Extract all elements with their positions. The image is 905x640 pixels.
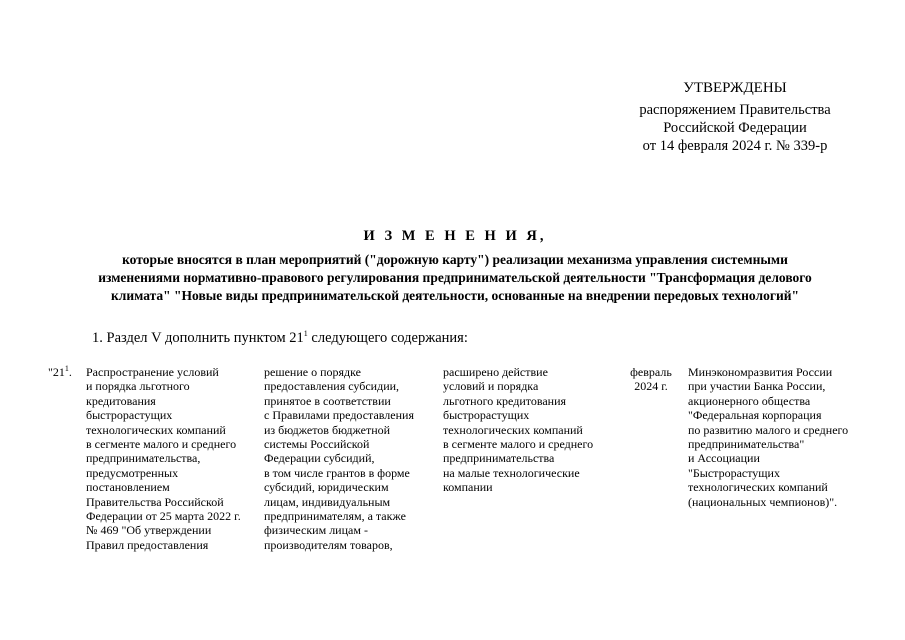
approval-line: Российской Федерации — [663, 120, 807, 136]
approval-line: распоряжением Правительства — [639, 102, 831, 118]
cell-line: "Быстрорастущих — [688, 465, 780, 480]
cell-line: Правительства Российской — [86, 494, 224, 509]
cell-line: Распространение условий — [86, 365, 219, 379]
cell-document — [264, 365, 434, 552]
cell-line: лицам, индивидуальным — [264, 494, 391, 509]
cell-line: предпринимателям, а также — [264, 509, 406, 524]
cell-line: (национальных чемпионов)". — [688, 494, 838, 509]
cell-line: Федерации субсидий, — [264, 451, 375, 466]
cell-line: постановлением — [86, 480, 170, 495]
row-number: "21 — [48, 365, 65, 379]
cell-line: акционерного общества — [688, 393, 811, 408]
approval-line: от 14 февраля 2024 г. № 339-р — [642, 138, 828, 154]
cell-deadline — [620, 365, 682, 394]
subtitle-line: изменениями нормативно-правового регулирования предпринимательской деятельности "Трансформация делового — [98, 270, 812, 285]
cell-line: предпринимательства — [443, 451, 555, 466]
clause-sup: 1 — [303, 329, 308, 339]
subtitle-line: климата" "Новые виды предпринимательской деятельности, основанные на внедрении передовых технологий" — [110, 288, 799, 303]
cell-line: технологических компаний — [443, 422, 583, 437]
row-number-sup: 1 — [64, 364, 69, 373]
cell-line: по развитию малого и среднего — [688, 422, 849, 437]
cell-line: компании — [443, 480, 493, 495]
title-subtitle — [40, 251, 870, 305]
cell-line: на малые технологические — [443, 465, 580, 480]
cell-line: Минэкономразвития России — [688, 365, 833, 379]
cell-line: кредитования — [86, 393, 156, 408]
row-number-suffix: . — [68, 365, 72, 379]
clause-prefix: 1. Раздел V дополнить пунктом 21 — [92, 330, 304, 346]
cell-line: предпринимательства, — [86, 451, 201, 466]
approval-block — [600, 79, 870, 155]
cell-line: субсидий, юридическим — [264, 480, 389, 495]
cell-line: и порядка льготного — [86, 379, 190, 394]
cell-line: технологических компаний — [688, 480, 828, 495]
cell-line: в сегменте малого и среднего — [86, 437, 237, 452]
cell-line: № 469 "Об утверждении — [86, 523, 212, 538]
cell-line: производителям товаров, — [264, 537, 393, 552]
cell-line: при участии Банка России, — [688, 379, 826, 394]
cell-line: быстрорастущих — [443, 408, 530, 423]
cell-line: предоставления субсидии, — [264, 379, 400, 394]
cell-line: технологических компаний — [86, 422, 226, 437]
clause-suffix: следующего содержания: — [307, 330, 468, 346]
cell-line: 2024 г. — [634, 379, 668, 394]
cell-line: решение о порядке — [264, 365, 361, 379]
cell-result — [443, 365, 615, 495]
cell-line: февраль — [630, 365, 672, 379]
cell-line: "Федеральная корпорация — [688, 408, 822, 423]
cell-line: из бюджетов бюджетной — [264, 422, 391, 437]
cell-line: с Правилами предоставления — [264, 408, 414, 423]
subtitle-line: которые вносятся в план мероприятий ("дорожную карту") реализации механизма управления системными — [122, 252, 788, 267]
cell-line: предпринимательства" — [688, 437, 805, 452]
cell-line: системы Российской — [264, 437, 370, 452]
cell-measure — [86, 365, 256, 552]
clause-text — [92, 330, 468, 347]
cell-line: в сегменте малого и среднего — [443, 437, 594, 452]
cell-line: и Ассоциации — [688, 451, 760, 466]
cell-line: Федерации от 25 марта 2022 г. — [86, 509, 241, 524]
row-number-cell — [48, 365, 86, 379]
cell-line: принятое в соответствии — [264, 393, 391, 408]
cell-line: расширено действие — [443, 365, 548, 379]
cell-line: физическим лицам - — [264, 523, 368, 538]
title-main: И З М Е Н Е Н И Я, — [363, 228, 547, 244]
cell-line: быстрорастущих — [86, 408, 173, 423]
document-title — [40, 228, 870, 305]
cell-line: предусмотренных — [86, 465, 179, 480]
cell-line: в том числе грантов в форме — [264, 465, 410, 480]
approval-heading: УТВЕРЖДЕНЫ — [683, 80, 787, 96]
cell-line: условий и порядка — [443, 379, 539, 394]
cell-line: Правил предоставления — [86, 537, 209, 552]
cell-line: льготного кредитования — [443, 393, 567, 408]
cell-responsible — [688, 365, 888, 509]
